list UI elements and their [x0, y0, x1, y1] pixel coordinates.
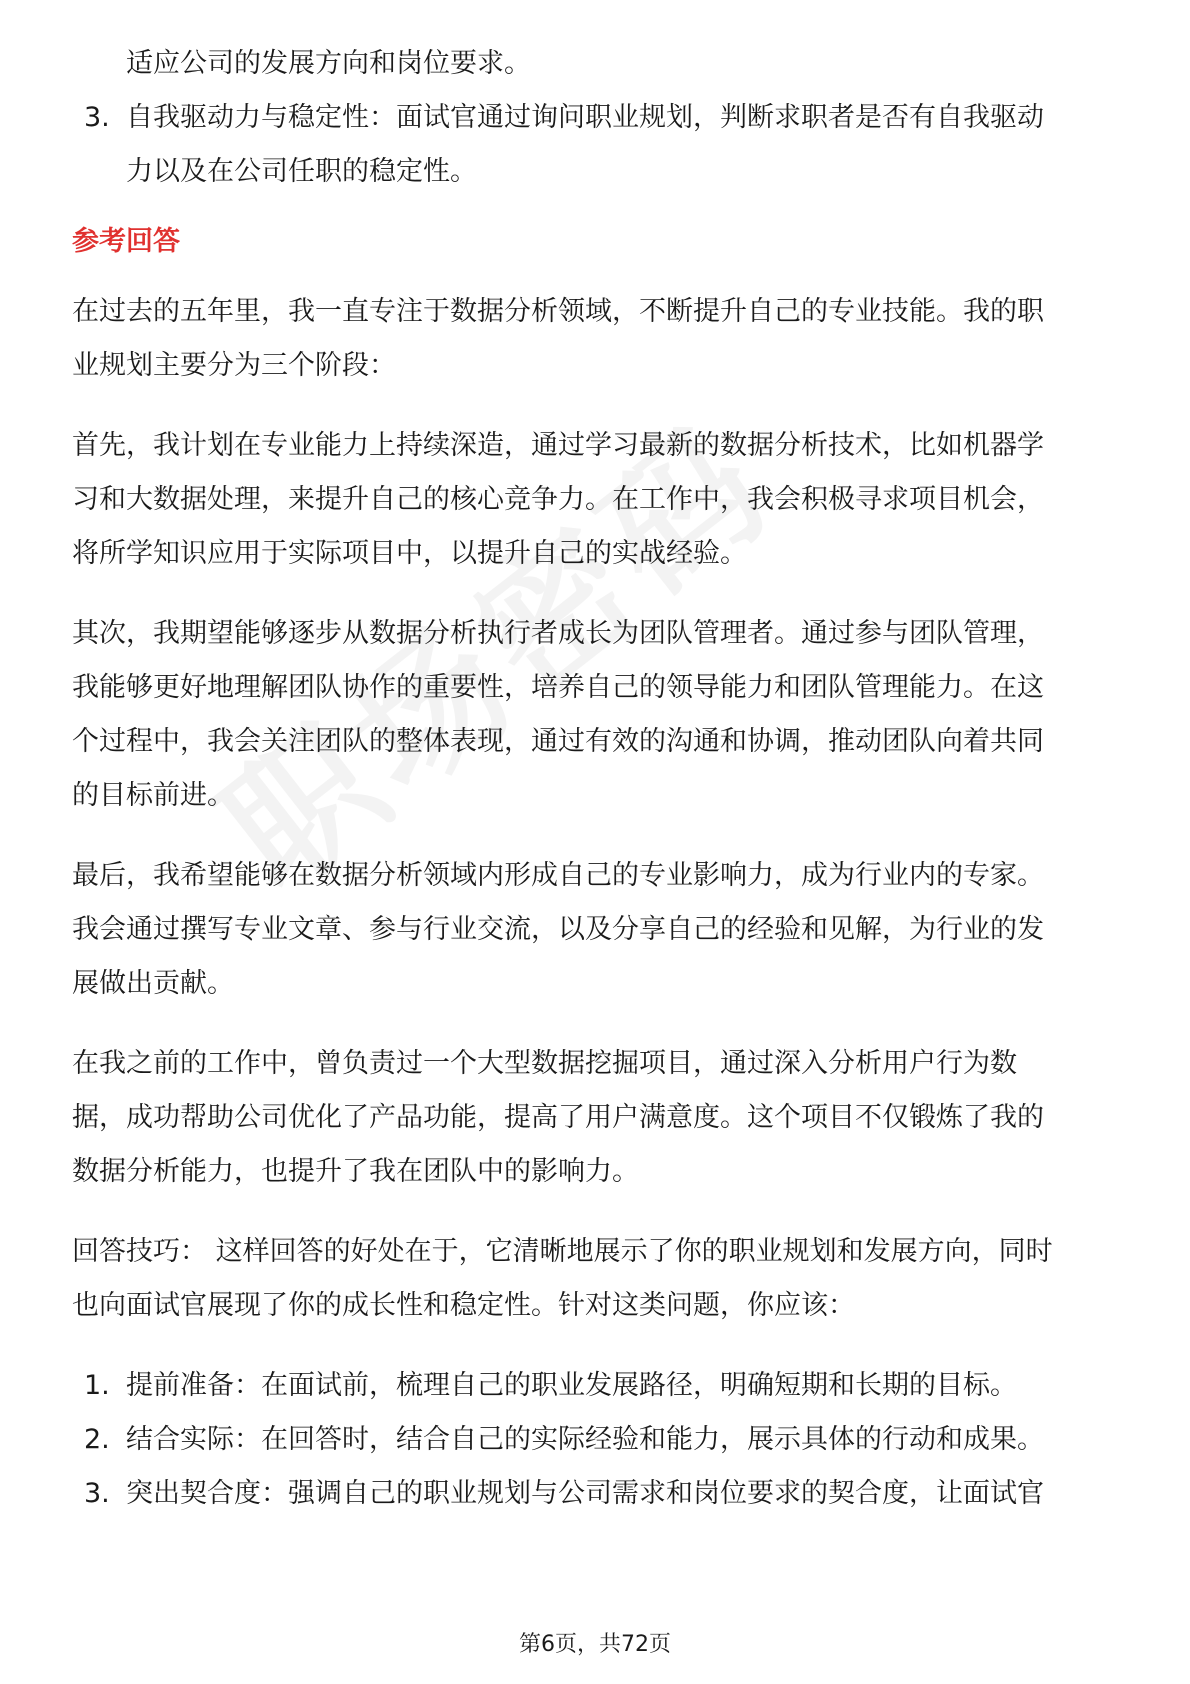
list-number: 2. [84, 1424, 110, 1455]
paragraph-line: 数据分析能力，也提升了我在团队中的影响力。 [72, 1156, 639, 1187]
paragraph-line: 习和大数据处理，来提升自己的核心竞争力。在工作中，我会积极寻求项目机会， [72, 484, 1044, 515]
paragraph-line: 在我之前的工作中，曾负责过一个大型数据挖掘项目，通过深入分析用户行为数 [72, 1048, 1017, 1079]
paragraph-line: 我会通过撰写专业文章、参与行业交流，以及分享自己的经验和见解，为行业的发 [72, 914, 1044, 945]
paragraph-line: 最后，我希望能够在数据分析领域内形成自己的专业影响力，成为行业内的专家。 [72, 860, 1044, 891]
paragraph-line: 其次，我期望能够逐步从数据分析执行者成长为团队管理者。通过参与团队管理， [72, 618, 1044, 649]
list-item-text: 结合实际：在回答时，结合自己的实际经验和能力，展示具体的行动和成果。 [126, 1424, 1044, 1455]
paragraph-line: 在过去的五年里，我一直专注于数据分析领域，不断提升自己的专业技能。我的职 [72, 296, 1044, 327]
paragraph-line: 的目标前进。 [72, 780, 234, 811]
tips-line: 回答技巧： 这样回答的好处在于，它清晰地展示了你的职业规划和发展方向，同时 [72, 1236, 1053, 1267]
tips-line: 也向面试官展现了你的成长性和稳定性。针对这类问题，你应该： [72, 1290, 855, 1321]
paragraph-line: 据，成功帮助公司优化了产品功能，提高了用户满意度。这个项目不仅锻炼了我的 [72, 1102, 1044, 1133]
section-heading: 参考回答 [72, 226, 180, 257]
paragraph-line: 首先，我计划在专业能力上持续深造，通过学习最新的数据分析技术，比如机器学 [72, 430, 1044, 461]
list-item-text: 提前准备：在面试前，梳理自己的职业发展路径，明确短期和长期的目标。 [126, 1370, 1017, 1401]
intro-continuation-line: 适应公司的发展方向和岗位要求。 [126, 48, 531, 79]
paragraph-line: 个过程中，我会关注团队的整体表现，通过有效的沟通和协调，推动团队向着共同 [72, 726, 1044, 757]
list-item-text-cont: 力以及在公司任职的稳定性。 [126, 156, 477, 187]
paragraph-line: 我能够更好地理解团队协作的重要性，培养自己的领导能力和团队管理能力。在这 [72, 672, 1044, 703]
list-number: 3. [84, 1478, 110, 1509]
page-footer: 第6页，共72页 [519, 1632, 671, 1657]
list-item-text: 突出契合度：强调自己的职业规划与公司需求和岗位要求的契合度，让面试官 [126, 1478, 1044, 1509]
paragraph-line: 将所学知识应用于实际项目中，以提升自己的实战经验。 [72, 538, 747, 569]
list-number: 1. [84, 1370, 110, 1401]
list-number: 3. [84, 102, 110, 133]
list-item-text: 自我驱动力与稳定性：面试官通过询问职业规划，判断求职者是否有自我驱动 [126, 102, 1044, 133]
paragraph-line: 业规划主要分为三个阶段： [72, 350, 396, 381]
paragraph-line: 展做出贡献。 [72, 968, 234, 999]
